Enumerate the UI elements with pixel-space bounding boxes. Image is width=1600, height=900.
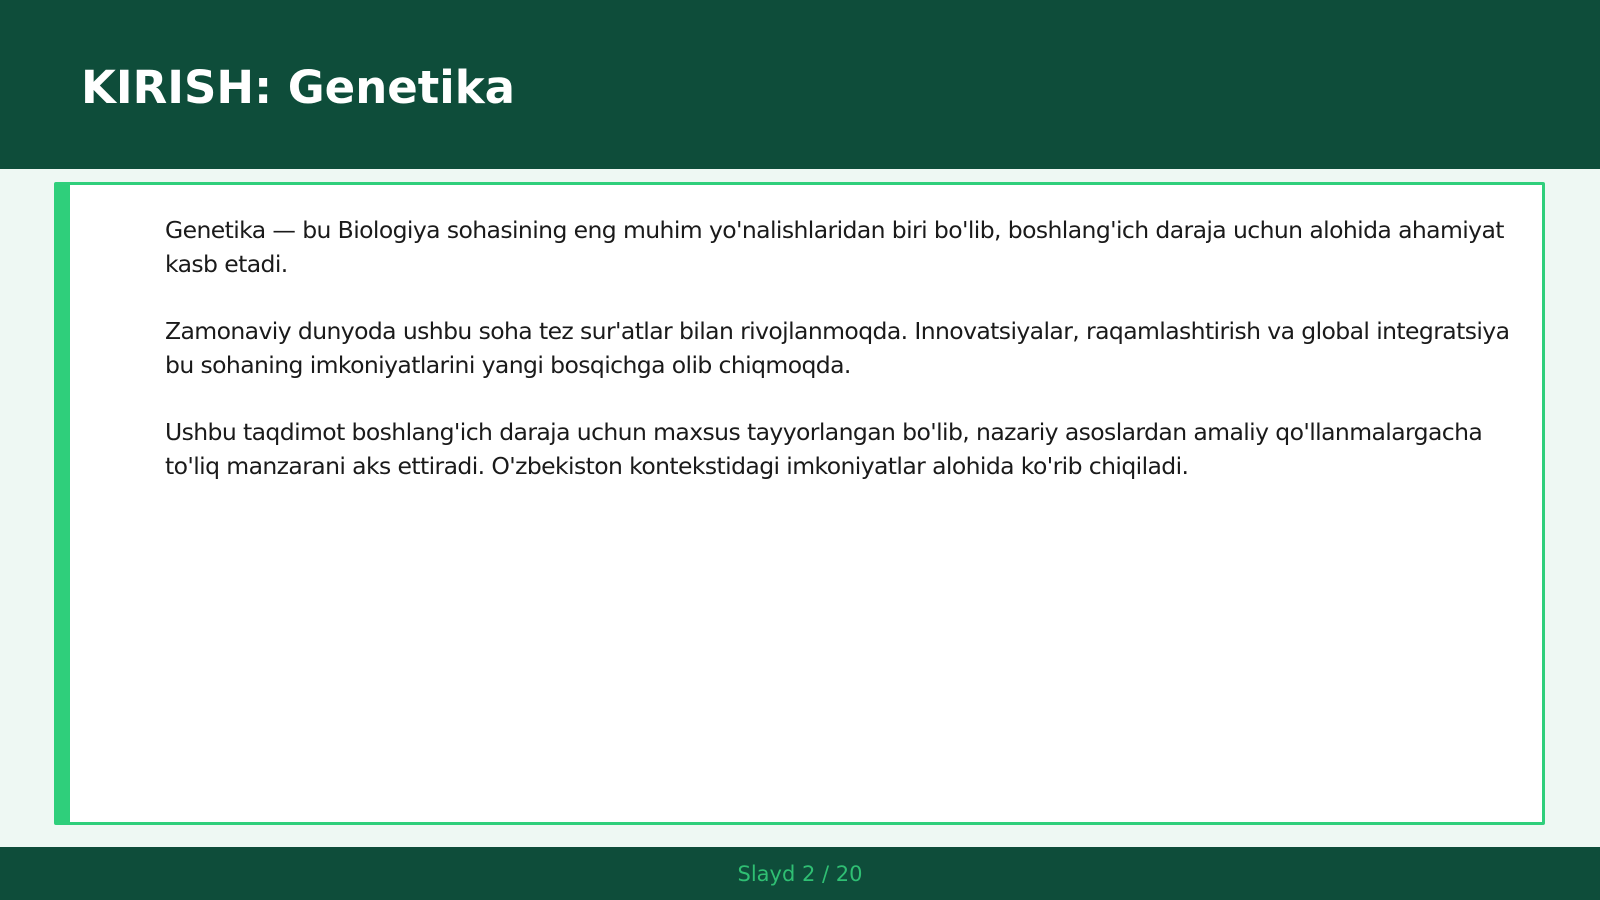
slide-header <box>0 0 1600 169</box>
content-body <box>165 213 1525 516</box>
paragraph-presentation-scope: Ushbu taqdimot boshlang'ich daraja uchun maxsus tayyorlangan bo'lib, nazariy asoslardan amaliy qo'llanmalargacha to'liq manzarani aks ettiradi. O'zbekiston kontekstidagi imkoniyatlar alohida ko'rib chiqiladi. <box>165 418 1483 480</box>
paragraph-modern-world: Zamonaviy dunyoda ushbu soha tez sur'atlar bilan rivojlanmoqda. Innovatsiyalar, raqamlashtirish va global integratsiya bu sohaning imkoniyatlarini yangi bosqichga olib chiqmoqda. <box>165 317 1510 379</box>
slide-counter: Slayd 2 / 20 <box>737 862 863 886</box>
paragraph-intro: Genetika — bu Biologiya sohasining eng muhim yo'nalishlaridan biri bo'lib, boshlang'ich daraja uchun alohida ahamiyat kasb etadi. <box>165 216 1504 278</box>
slide-title: KIRISH: Genetika <box>81 61 515 114</box>
content-card <box>54 182 1545 825</box>
slide-footer <box>0 847 1600 900</box>
